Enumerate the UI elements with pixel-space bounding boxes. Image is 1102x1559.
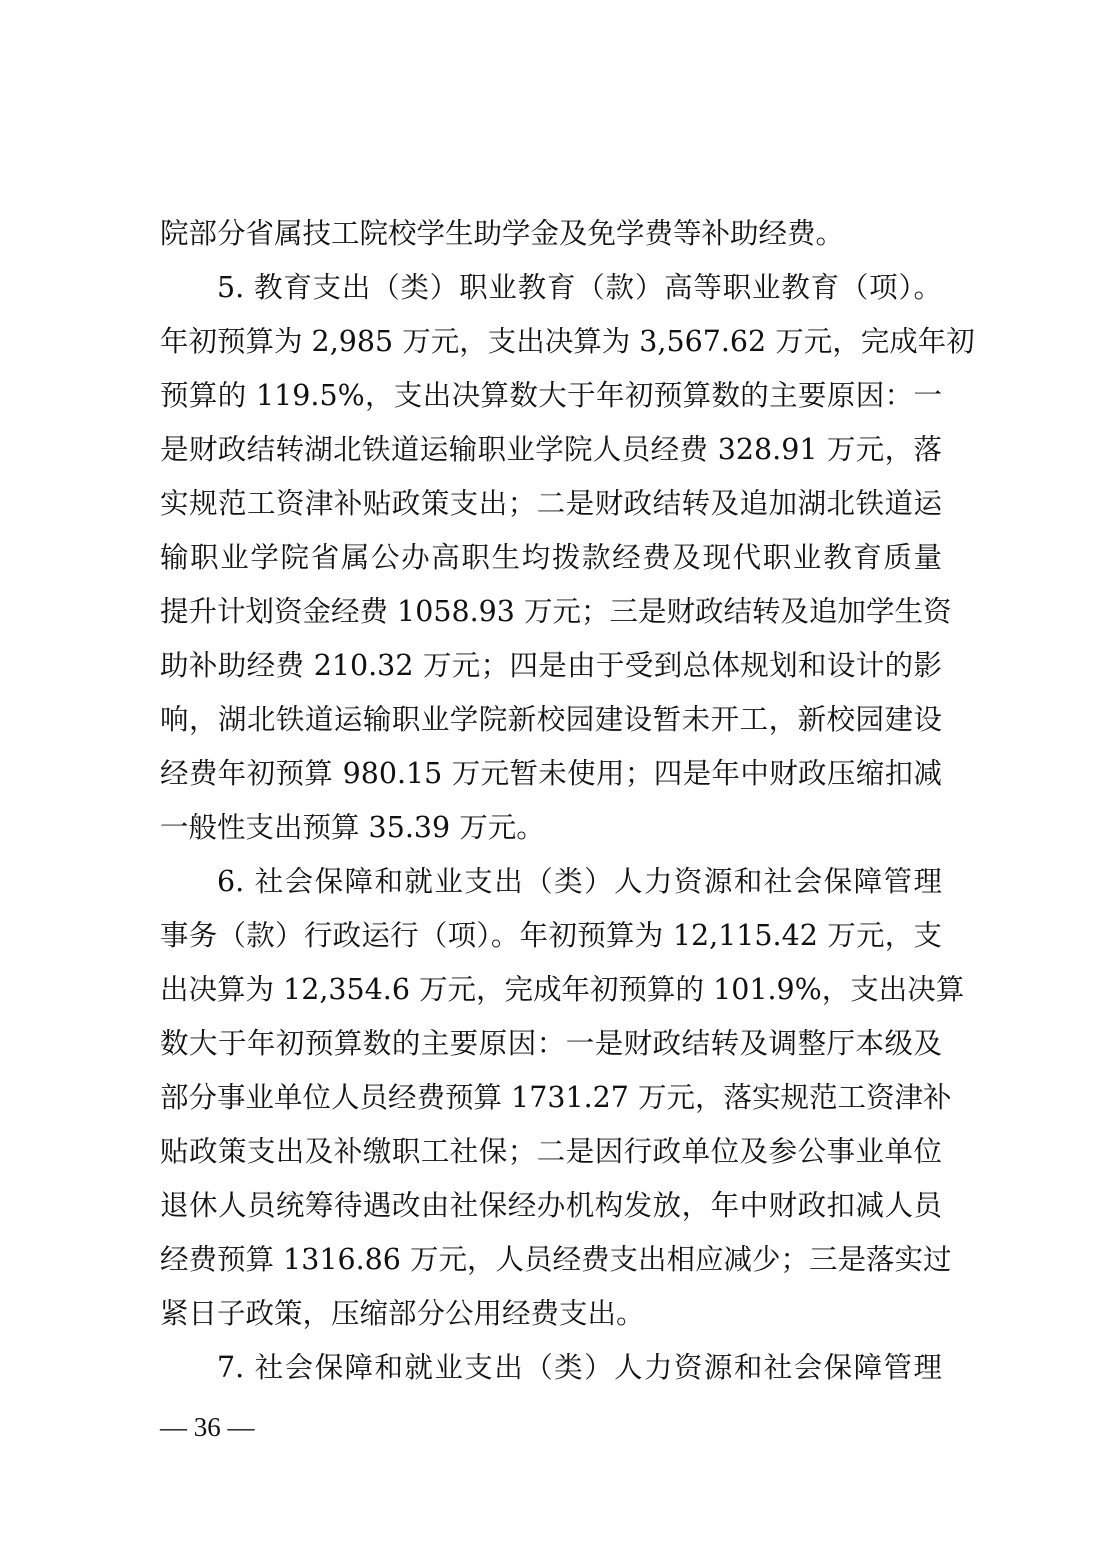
page-number: — 36 —	[160, 1412, 255, 1442]
text-line: 经费年初预算 980.15 万元暂未使用；四是年中财政压缩扣减	[160, 757, 942, 790]
text-line: 事务（款）行政运行（项）。年初预算为 12,115.42 万元，支	[160, 919, 942, 952]
text-line: 响，湖北铁道运输职业学院新校园建设暂未开工，新校园建设	[160, 703, 942, 736]
section-heading-6: 6. 社会保障和就业支出（类）人力资源和社会保障管理	[217, 865, 942, 898]
section-heading-5: 5. 教育支出（类）职业教育（款）高等职业教育（项）。	[217, 271, 942, 304]
text-line: 院部分省属技工院校学生助学金及免学费等补助经费。	[160, 217, 845, 250]
body-text	[160, 207, 975, 1395]
text-line: 出决算为 12,354.6 万元，完成年初预算的 101.9%，支出决算	[160, 973, 965, 1006]
text-line: 贴政策支出及补缴职工社保；二是因行政单位及参公事业单位	[160, 1135, 942, 1168]
text-line: 紧日子政策，压缩部分公用经费支出。	[160, 1297, 645, 1330]
text-line: 部分事业单位人员经费预算 1731.27 万元，落实规范工资津补	[160, 1081, 952, 1114]
text-line: 预算的 119.5%，支出决算数大于年初预算数的主要原因：一	[160, 379, 942, 412]
text-line: 输职业学院省属公办高职生均拨款经费及现代职业教育质量	[160, 541, 942, 574]
text-line: 是财政结转湖北铁道运输职业学院人员经费 328.91 万元，落	[160, 433, 942, 466]
text-line: 提升计划资金经费 1058.93 万元；三是财政结转及追加学生资	[160, 595, 952, 628]
text-line: 助补助经费 210.32 万元；四是由于受到总体规划和设计的影	[160, 649, 942, 682]
text-line: 年初预算为 2,985 万元，支出决算为 3,567.62 万元，完成年初	[160, 325, 975, 358]
text-line: 经费预算 1316.86 万元，人员经费支出相应减少；三是落实过	[160, 1243, 952, 1276]
text-line: 一般性支出预算 35.39 万元。	[160, 811, 545, 844]
text-line: 退休人员统筹待遇改由社保经办机构发放，年中财政扣减人员	[160, 1189, 942, 1222]
section-heading-7: 7. 社会保障和就业支出（类）人力资源和社会保障管理	[217, 1351, 942, 1384]
text-line: 实规范工资津补贴政策支出；二是财政结转及追加湖北铁道运	[160, 487, 942, 520]
text-line: 数大于年初预算数的主要原因：一是财政结转及调整厅本级及	[160, 1027, 942, 1060]
